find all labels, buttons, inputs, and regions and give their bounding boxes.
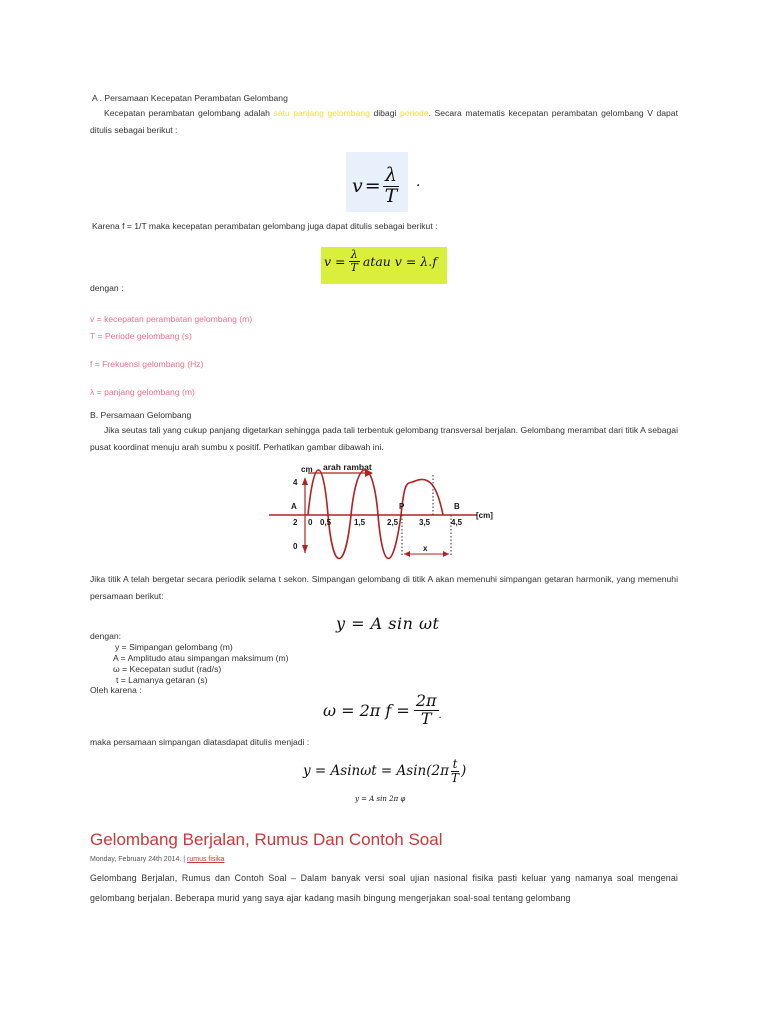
- equation-2: [324, 249, 437, 273]
- eq5-num: t: [452, 757, 458, 771]
- eq5-den: T: [450, 770, 459, 785]
- post-meta: [90, 856, 224, 863]
- eq5-tail: ): [460, 763, 467, 780]
- label-x45: 4,5: [451, 518, 463, 527]
- label-x0: 0: [308, 518, 313, 527]
- eq5-fraction: [449, 758, 461, 784]
- equation-4: [323, 693, 442, 728]
- label-cm: cm: [301, 465, 313, 474]
- dengan-a: dengan :: [90, 283, 124, 293]
- dengan-b: dengan:: [90, 631, 122, 641]
- maka-text: maka persamaan simpangan diatasdapat ditulis menjadi :: [90, 737, 310, 747]
- arrow-label: arah rambat: [323, 462, 372, 472]
- x-distance-arrow-left: [404, 551, 410, 557]
- karena-text: Karena f = 1/T maka kecepatan perambatan gelombang juga dapat ditulis sebagai berikut :: [92, 221, 438, 231]
- label-x05: 0,5: [320, 518, 332, 527]
- label-y2: 2: [293, 518, 298, 527]
- x-distance-arrow-right: [443, 551, 449, 557]
- equation-1: [352, 166, 399, 207]
- eq4-den: T: [420, 708, 432, 728]
- label-A: A: [291, 502, 297, 511]
- highlight-link-wavelength[interactable]: satu panjang gelombang: [273, 108, 370, 118]
- eq1-num: λ: [384, 164, 398, 186]
- eq4-tail: .: [438, 709, 442, 721]
- def-wavelength: λ = panjang gelombang (m): [90, 387, 195, 397]
- eq2-tail: atau v = λ.f: [362, 253, 437, 269]
- label-x35: 3,5: [419, 518, 431, 527]
- equation-3: y = A sin ωt: [336, 614, 440, 633]
- y-axis-arrow-bottom: [302, 545, 308, 553]
- eq1-tail: .: [416, 174, 421, 190]
- def-velocity: v = kecepatan perambatan gelombang (m): [90, 314, 253, 324]
- eq2-fraction: [349, 249, 360, 273]
- eq2-den: T: [350, 260, 358, 274]
- eq1-fraction: [383, 166, 400, 207]
- def-amplitude: A = Amplitudo atau simpangan maksimum (m): [113, 653, 289, 663]
- eq4-num: 2π: [415, 691, 437, 710]
- def-omega: ω = Kecepatan sudut (rad/s): [113, 664, 222, 674]
- label-P: P: [399, 502, 405, 511]
- para-end: . Secara matematis kecepatan perambatan gelombang V dapat ditulis sebagai berikut :: [90, 108, 678, 135]
- y-axis-arrow-top: [302, 477, 308, 485]
- def-frequency: f = Frekuensi gelombang (Hz): [90, 359, 204, 369]
- label-x15: 1,5: [354, 518, 366, 527]
- equation-5: [303, 758, 466, 784]
- eq4-fraction: [414, 693, 439, 728]
- section-a-heading: A . Persamaan Kecepatan Perambatan Gelombang: [92, 93, 288, 103]
- eq1-equals: =: [364, 175, 381, 198]
- eq2-lhs: v =: [324, 253, 346, 269]
- section-b-heading: B. Persamaan Gelombang: [90, 410, 192, 420]
- section-b-paragraph-2: Jika titik A telah bergetar secara periodik selama t sekon. Simpangan gelombang di titik A akan memenuhi simpangan getaran harmonik, yang memenuhi persamaan berikut:: [90, 574, 678, 601]
- def-t: t = Lamanya getaran (s): [116, 675, 208, 685]
- section-a-paragraph: [90, 105, 678, 139]
- label-y0: 0: [293, 542, 298, 551]
- label-x25: 2,5: [387, 518, 399, 527]
- equation-1-box: [346, 152, 408, 212]
- def-y: y = Simpangan gelombang (m): [115, 642, 233, 652]
- oleh-karena: Oleh karena :: [90, 685, 142, 695]
- eq2-num: λ: [350, 248, 358, 261]
- para-mid: dibagi: [369, 108, 400, 118]
- para-start: Kecepatan perambatan gelombang adalah: [104, 108, 274, 118]
- eq1-lhs: v: [352, 175, 363, 198]
- label-B: B: [454, 502, 460, 511]
- eq5-lhs: y = Asinωt = Asin(2π: [303, 763, 449, 780]
- highlight-link-period[interactable]: periode: [399, 108, 429, 118]
- eq4-lhs: ω = 2π f =: [323, 700, 410, 720]
- label-x: x: [423, 544, 428, 553]
- def-period: T = Periode gelombang (s): [90, 331, 192, 341]
- eq1-den: T: [384, 184, 398, 207]
- section-b-paragraph: Jika seutas tali yang cukup panjang digetarkan sehingga pada tali terbentuk gelombang transversal berjalan. Gelombang merambat dari titik A sebagai pusat koordinat menuju arah sumbu x positif. Perhatikan gambar dibawah ini.: [90, 425, 678, 452]
- label-y4: 4: [293, 478, 298, 487]
- post-date: Monday, February 24th 2014. |: [90, 856, 186, 863]
- post-category-link[interactable]: rumus fisika: [187, 856, 225, 863]
- equation-2-box: [321, 247, 447, 284]
- label-unit-x: [cm]: [476, 511, 493, 520]
- equation-5-sub: y = A sin 2π φ: [355, 795, 406, 803]
- post-title[interactable]: Gelombang Berjalan, Rumus Dan Contoh Soal: [90, 830, 443, 849]
- post-excerpt: Gelombang Berjalan, Rumus dan Contoh Soal – Dalam banyak versi soal ujian nasional fisika pasti keluar yang namanya soal mengenai gelombang berjalan. Beberapa murid yang saya ajar kadang masih bingung mengerjakan soal-soal tentang gelombang: [90, 873, 678, 903]
- wave-figure: [265, 461, 505, 569]
